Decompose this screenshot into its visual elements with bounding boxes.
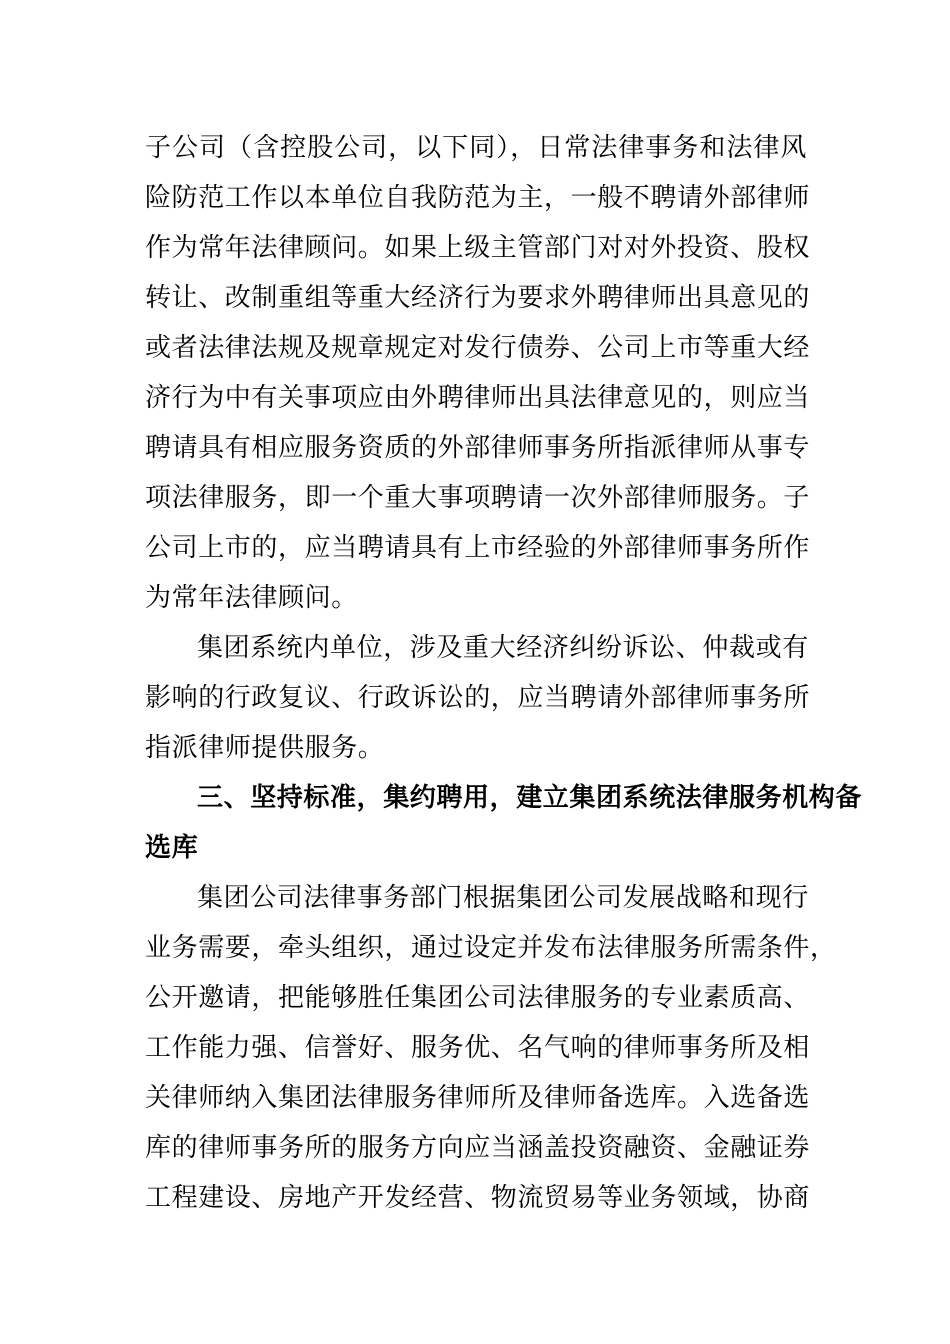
- text-line: 为常年法律顾问。: [145, 583, 358, 613]
- text-line: 工作能力强、信誉好、服务优、名气响的律师事务所及相: [145, 1033, 811, 1063]
- text-line: 转让、改制重组等重大经济行为要求外聘律师出具意见的: [145, 283, 811, 313]
- paragraph-litigation-services: [145, 623, 811, 773]
- text-line: 济行为中有关事项应由外聘律师出具法律意见的，则应当: [145, 383, 811, 413]
- heading-line: 选库: [145, 833, 199, 863]
- text-line: 库的律师事务所的服务方向应当涵盖投资融资、金融证券: [145, 1133, 811, 1163]
- text-line: 指派律师提供服务。: [145, 733, 385, 763]
- paragraph-subsidiary-legal-counsel: [145, 123, 811, 623]
- text-line: 集团系统内单位，涉及重大经济纠纷诉讼、仲裁或有: [197, 633, 809, 663]
- heading-line: 三、坚持标准，集约聘用，建立集团系统法律服务机构备: [197, 783, 863, 813]
- text-line: 影响的行政复议、行政诉讼的，应当聘请外部律师事务所: [145, 683, 811, 713]
- paragraph-law-firm-pool: [145, 873, 837, 1223]
- text-line: 关律师纳入集团法律服务律师所及律师备选库。入选备选: [145, 1083, 811, 1113]
- document-body: [145, 123, 863, 1223]
- text-line: 集团公司法律事务部门根据集团公司发展战略和现行: [197, 883, 809, 913]
- text-line: 子公司（含控股公司，以下同），日常法律事务和法律风: [145, 133, 807, 163]
- text-line: 作为常年法律顾问。如果上级主管部门对对外投资、股权: [145, 233, 811, 263]
- section-heading-three: [145, 773, 863, 873]
- text-line: 险防范工作以本单位自我防范为主，一般不聘请外部律师: [145, 183, 811, 213]
- text-line: 业务需要，牵头组织，通过设定并发布法律服务所需条件，: [145, 933, 837, 963]
- text-line: 公司上市的，应当聘请具有上市经验的外部律师事务所作: [145, 533, 811, 563]
- text-line: 或者法律法规及规章规定对发行债券、公司上市等重大经: [145, 333, 811, 363]
- text-line: 公开邀请，把能够胜任集团公司法律服务的专业素质高、: [145, 983, 811, 1013]
- text-line: 聘请具有相应服务资质的外部律师事务所指派律师从事专: [145, 433, 811, 463]
- text-line: 项法律服务，即一个重大事项聘请一次外部律师服务。子: [145, 483, 811, 513]
- text-line: 工程建设、房地产开发经营、物流贸易等业务领域，协商: [145, 1183, 811, 1213]
